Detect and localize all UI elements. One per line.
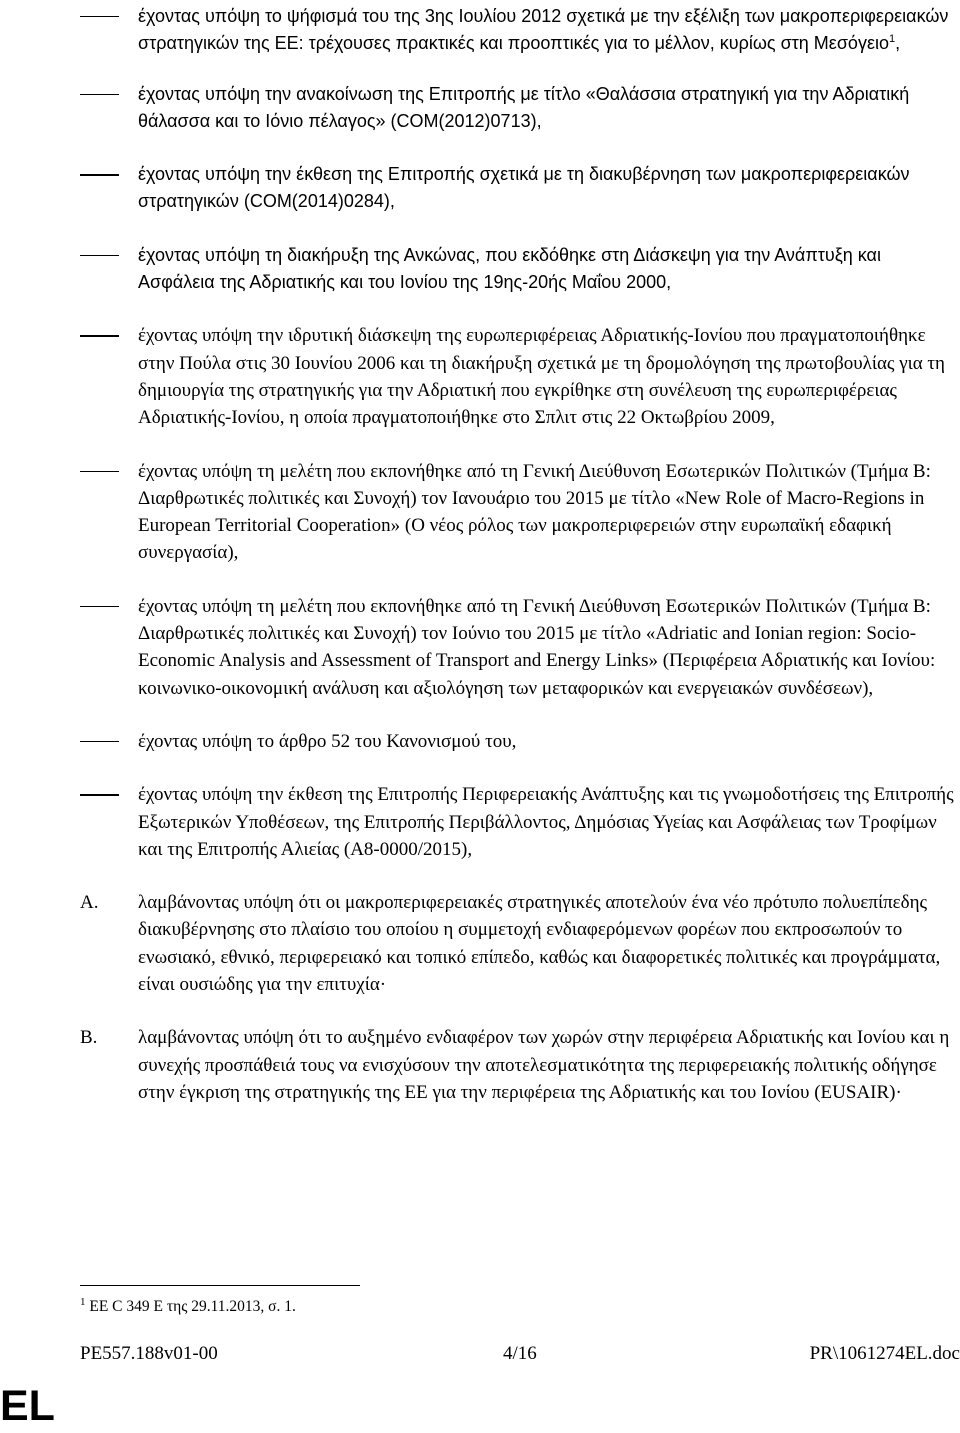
list-item (80, 81, 960, 136)
file-name: PR\1061274EL.doc (809, 1343, 960, 1364)
dash-marker (80, 458, 120, 472)
dash-marker (80, 781, 120, 795)
recital-item (80, 1024, 960, 1106)
list-item (80, 458, 960, 567)
list-item (80, 593, 960, 702)
footnote-text: ΕΕ C 349 E της 29.11.2013, σ. 1. (89, 1298, 296, 1315)
list-item-text: έχοντας υπόψη τη μελέτη που εκπονήθηκε από τη Γενική Διεύθυνση Εσωτερικών Πολιτικών (Τμήμα B: Διαρθρωτικές πολιτικές και Συνοχή) τον Ιανουάριο του 2015 με τίτλο «New Role of Macro-Regions in European Territorial Cooperation» (Ο νέος ρόλος των μακροπεριφερειών στην ευρωπαϊκή εδαφική συνεργασία), (138, 460, 931, 564)
list-item-text: έχοντας υπόψη τη διακήρυξη της Ανκώνας, που εκδόθηκε στη Διάσκεψη για την Ανάπτυξη και Ασφάλεια της Αδριατικής και του Ιονίου της 19ης-20ής Μαΐου 2000, (138, 244, 881, 293)
recital-item (80, 889, 960, 998)
list-item-text: έχοντας υπόψη τη μελέτη που εκπονήθηκε από τη Γενική Διεύθυνση Εσωτερικών Πολιτικών (Τμήμα B: Διαρθρωτικές πολιτικές και Συνοχή) τον Ιούνιο του 2015 με τίτλο «Adriatic and Ionian region: Socio-Economic Analysis and Assessment of Transport and Energy Links» (Περιφέρεια Αδριατικής και Ιονίου: κοινωνικο-οικονομική ανάλυση και αξιολόγηση των μεταφορικών και ενεργειακών συνδέσεων), (138, 595, 936, 699)
dash-marker (80, 728, 120, 742)
recital-text: λαμβάνοντας υπόψη ότι το αυξημένο ενδιαφέρον των χωρών στην περιφέρεια Αδριατικής και Ιονίου και η συνεχής προσπάθειά τους να ενισχύσουν την αποτελεσματικότητα της περιφερειακής πολιτικής οδήγησε στην έγκριση της στρατηγικής της ΕΕ για την περιφέρεια της Αδριατικής και του Ιονίου (EUSAIR)· (138, 1027, 950, 1103)
list-item-text: έχοντας υπόψη το άρθρο 52 του Κανονισμού του, (138, 730, 517, 752)
dash-marker (80, 3, 120, 17)
list-item (80, 161, 960, 216)
list-item-text: έχοντας υπόψη το ψήφισμά του της 3ης Ιουλίου 2012 σχετικά με την εξέλιξη των μακροπεριφερειακών στρατηγικών της ΕΕ: τρέχουσες πρακτικές και προοπτικές για το μέλλον, κυρίως στη Μεσόγειο (138, 6, 949, 54)
footnote (80, 1297, 296, 1317)
recital-letter: B. (80, 1027, 98, 1049)
list-item: έχοντας υπόψη το ψήφισμά του της 3ης Ιουλίου 2012 σχετικά με την εξέλιξη των μακροπεριφερειακών στρατηγικών της ΕΕ: τρέχουσες πρακτικές και προοπτικές για το μέλλον, κυρίως στη Μεσόγειο$^1$, (80, 3, 960, 58)
citations-list (80, 0, 960, 1132)
dash-marker (80, 161, 120, 175)
list-item-text: έχοντας υπόψη την ανακοίνωση της Επιτροπής με τίτλο «Θαλάσσια στρατηγική για την Αδριατική θάλασσα και το Ιόνιο πέλαγος» (COM(2012)0713), (138, 83, 910, 131)
document-reference: PE557.188v01-00 (80, 1343, 218, 1364)
dash-marker (80, 593, 120, 607)
list-item-text: έχοντας υπόψη την ιδρυτική διάσκεψη της ευρωπεριφέρειας Αδριατικής-Ιονίου που πραγματοποιήθηκε στην Πούλα στις 30 Ιουνίου 2006 και τη διακήρυξη σχετικά με τη δρομολόγηση της πρωτοβουλίας για τη δημιουργία της στρατηγικής για την Αδριατική που εγκρίθηκε στη συνέλευση της ευρωπεριφέρειας Αδριατικής-Ιονίου, η οποία πραγματοποιήθηκε στο Σπλιτ στις 22 Οκτωβρίου 2009, (138, 325, 945, 429)
footnote-number: 1 (80, 1295, 86, 1308)
dash-marker (80, 242, 120, 256)
list-item (80, 322, 960, 431)
dash-marker (80, 81, 120, 95)
language-code: EL (0, 1382, 55, 1430)
footnote-reference[interactable]: 1 (888, 33, 896, 46)
recital-letter: A. (80, 892, 99, 914)
footnote-separator (80, 1285, 360, 1286)
page-number: 4/16 (503, 1343, 537, 1364)
dash-marker (80, 322, 120, 336)
list-item (80, 728, 960, 755)
list-item (80, 781, 960, 863)
recital-text: λαμβάνοντας υπόψη ότι οι μακροπεριφερειακές στρατηγικές αποτελούν ένα νέο πρότυπο πολυεπίπεδης διακυβέρνησης στο πλαίσιο του οποίου η συμμετοχή ενδιαφερόμενων φορέων που εκπροσωπούν το ενωσιακό, εθνικό, περιφερειακό και τοπικό επίπεδο, καθώς και διαφορετικές πολιτικές και προγράμματα, είναι ουσιώδης για την επιτυχία· (138, 892, 941, 996)
list-item-text: έχοντας υπόψη την έκθεση της Επιτροπής σχετικά με τη διακυβέρνηση των μακροπεριφερειακών στρατηγικών (COM(2014)0284), (138, 164, 910, 212)
list-item (80, 242, 960, 297)
list-item-text: έχοντας υπόψη την έκθεση της Επιτροπής Περιφερειακής Ανάπτυξης και τις γνωμοδοτήσεις της Επιτροπής Εξωτερικών Υποθέσεων, της Επιτροπής Περιβάλλοντος, Δημόσιας Υγείας και Ασφάλειας των Τροφίμων και της Επιτροπής Αλιείας (A8-0000/2015), (138, 784, 954, 860)
